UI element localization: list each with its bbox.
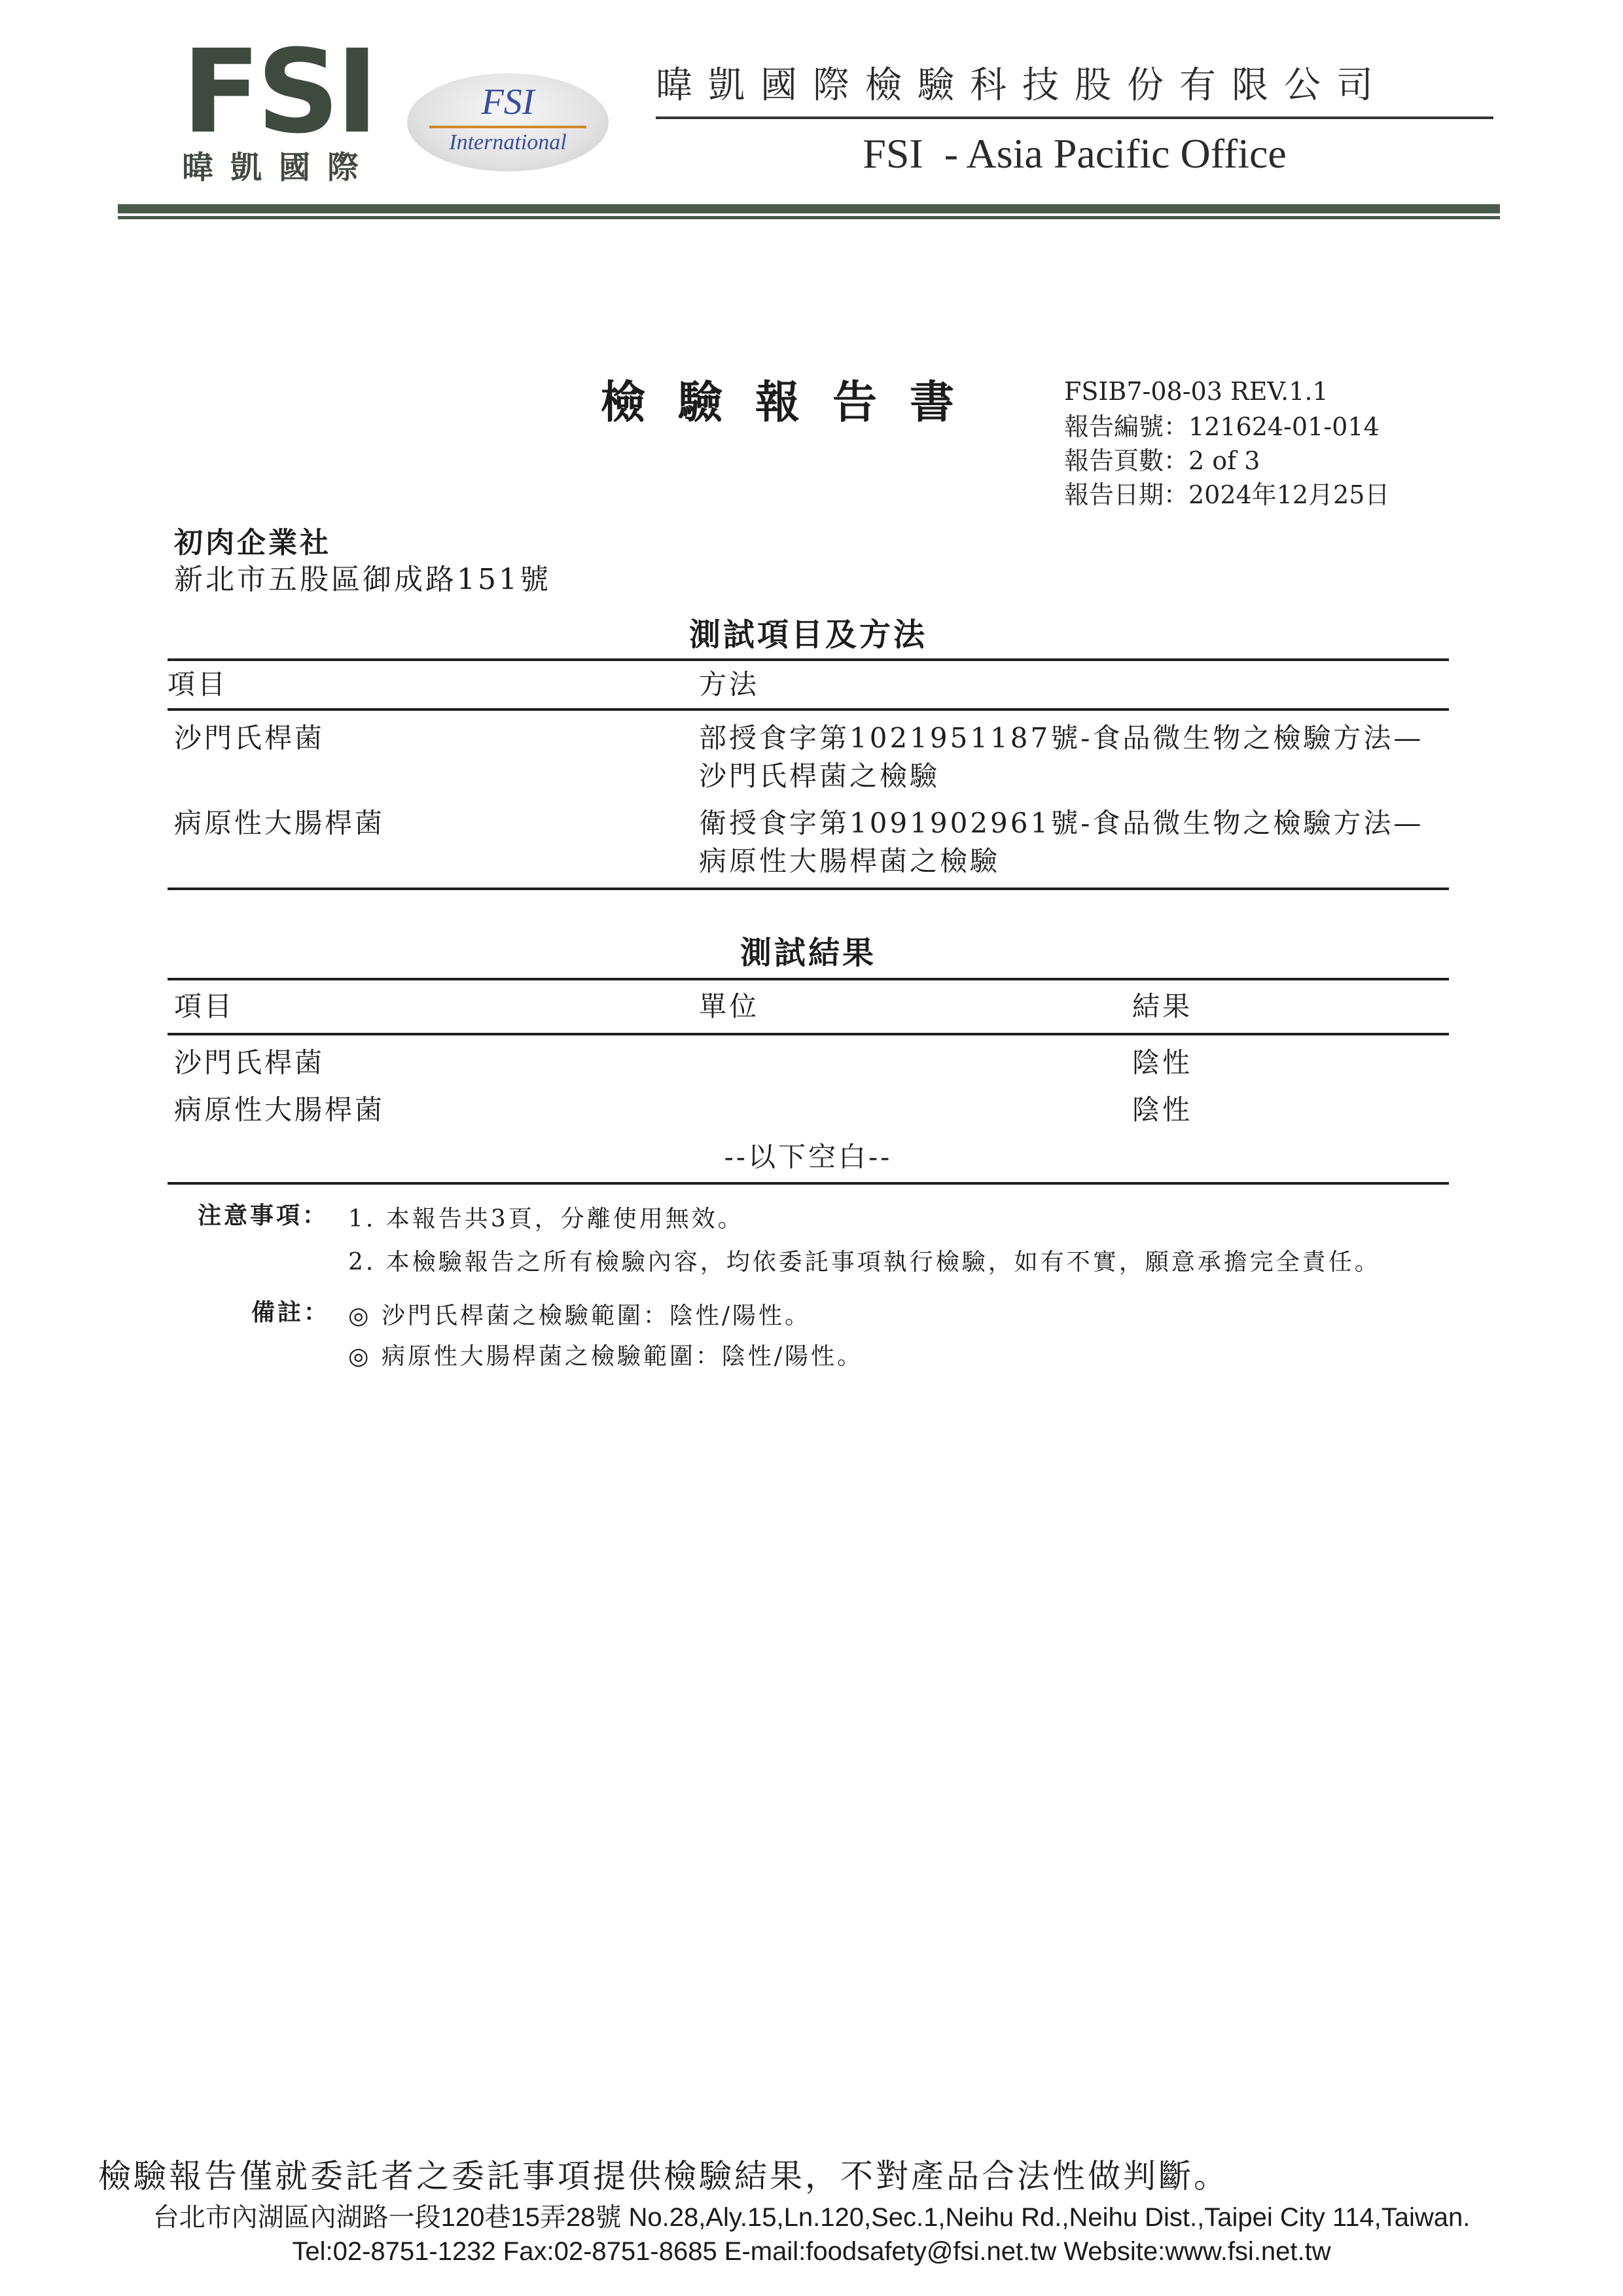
page-title: 檢驗報告書 xyxy=(601,376,988,429)
footer-contact: Tel:02-8751-1232 Fax:02-8751-8685 E-mail:foodsafety@fsi.net.tw Website:www.fsi.net.tw xyxy=(292,2237,1331,2266)
client-address: 新北市五股區御成路151號 xyxy=(174,563,551,596)
results-header-result: 結果 xyxy=(1132,990,1193,1022)
report-date: 報告日期：2024年12月25日 xyxy=(1064,480,1390,509)
results-row-result: 陰性 xyxy=(1132,1094,1193,1126)
results-row-item: 沙門氏桿菌 xyxy=(174,1047,325,1079)
report-pages: 報告頁數：2 of 3 xyxy=(1064,446,1260,475)
methods-row-method-line2: 病原性大腸桿菌之檢驗 xyxy=(699,845,1001,877)
fsi-international-badge xyxy=(407,73,609,171)
methods-top-rule xyxy=(168,658,1449,661)
results-header-rule xyxy=(168,1033,1449,1035)
remark-item: ◎ 沙門氏桿菌之檢驗範圍：陰性/陽性。 xyxy=(348,1302,811,1329)
methods-header-item: 項目 xyxy=(168,668,228,700)
footer-address: 台北市內湖區內湖路一段120巷15弄28號 No.28,Aly.15,Ln.120,Sec.1,Neihu Rd.,Neihu Dist.,Taipei City 114,Taiwan. xyxy=(152,2203,1471,2232)
note-item: 1. 本報告共3頁，分離使用無效。 xyxy=(348,1206,744,1232)
results-row-item: 病原性大腸桿菌 xyxy=(174,1094,385,1126)
notes-label: 注意事項： xyxy=(198,1202,329,1229)
methods-row-item: 沙門氏桿菌 xyxy=(174,722,325,754)
methods-row-method-line1: 衛授食字第1091902961號-食品微生物之檢驗方法— xyxy=(699,807,1424,839)
header-rule-thick xyxy=(118,204,1500,213)
methods-header-method: 方法 xyxy=(699,668,760,700)
fsi-logo: FSI xyxy=(182,25,375,159)
methods-row-method-line2: 沙門氏桿菌之檢驗 xyxy=(699,760,940,792)
results-row-result: 陰性 xyxy=(1132,1047,1193,1079)
results-top-rule xyxy=(168,978,1449,980)
badge-title: FSI xyxy=(481,82,535,122)
results-bottom-rule xyxy=(168,1182,1449,1185)
methods-row-method-line1: 部授食字第1021951187號-食品微生物之檢驗方法— xyxy=(699,722,1424,754)
note-item: 2. 本檢驗報告之所有檢驗內容，均依委託事項執行檢驗，如有不實，願意承擔完全責任。 xyxy=(348,1249,1381,1276)
logo-chinese-name: 暐凱國際 xyxy=(182,149,359,186)
methods-header-rule xyxy=(168,708,1449,711)
footer-disclaimer: 檢驗報告僅就委託者之委託事項提供檢驗結果，不對產品合法性做判斷。 xyxy=(98,2157,1229,2195)
methods-row-item: 病原性大腸桿菌 xyxy=(174,807,385,839)
remark-item: ◎ 病原性大腸桿菌之檢驗範圍：陰性/陽性。 xyxy=(348,1343,863,1370)
blank-below-note: --以下空白-- xyxy=(724,1141,893,1173)
client-name: 初肉企業社 xyxy=(174,526,331,560)
report-number: 報告編號：121624-01-014 xyxy=(1064,412,1380,441)
header-rule-thin xyxy=(118,216,1500,219)
form-code: FSIB7-08-03 REV.1.1 xyxy=(1064,377,1329,406)
results-header-unit: 單位 xyxy=(699,990,760,1022)
badge-divider xyxy=(429,126,586,128)
company-name-chinese: 暐凱國際檢驗科技股份有限公司 xyxy=(656,64,1389,107)
company-name-divider xyxy=(656,117,1493,119)
methods-section-title: 測試項目及方法 xyxy=(688,617,927,653)
methods-bottom-rule xyxy=(168,888,1449,890)
badge-subtitle: International xyxy=(449,130,567,154)
results-header-item: 項目 xyxy=(174,990,235,1022)
results-section-title: 測試結果 xyxy=(740,935,876,971)
company-name-english: FSI - Asia Pacific Office xyxy=(863,130,1287,177)
remarks-label: 備註： xyxy=(251,1299,330,1326)
